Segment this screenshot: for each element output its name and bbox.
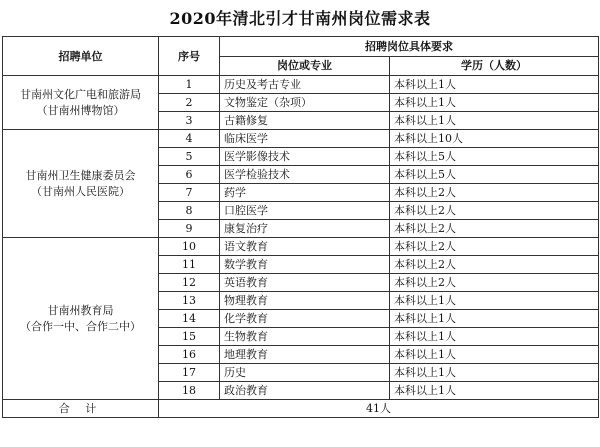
unit-cell [3, 238, 159, 400]
row-education: 本科以上2人 [390, 256, 599, 274]
unit-name: 甘南州文化广电和旅游局 [20, 87, 141, 101]
row-no: 4 [159, 130, 220, 148]
row-major: 地理教育 [220, 346, 390, 364]
row-major: 康复治疗 [220, 220, 390, 238]
table-row [3, 76, 599, 94]
page-title: 2020年清北引才甘南州岗位需求表 [169, 9, 431, 28]
unit-sub: （甘南州人民医院） [31, 184, 130, 198]
row-education: 本科以上10人 [390, 130, 599, 148]
table-row [3, 238, 599, 256]
row-major: 医学检验技术 [220, 166, 390, 184]
row-no: 6 [159, 166, 220, 184]
row-major: 临床医学 [220, 130, 390, 148]
unit-cell [3, 76, 159, 130]
row-no: 3 [159, 112, 220, 130]
row-major: 英语教育 [220, 274, 390, 292]
unit-sub: （甘南州博物馆） [36, 103, 125, 117]
row-education: 本科以上1人 [390, 328, 599, 346]
header-requirements: 招聘岗位具体要求 [220, 37, 599, 57]
unit-name: 甘南州卫生健康委员会 [25, 168, 136, 182]
row-education: 本科以上2人 [390, 184, 599, 202]
row-education: 本科以上1人 [390, 292, 599, 310]
header-major: 岗位或专业 [220, 56, 390, 76]
row-education: 本科以上1人 [390, 346, 599, 364]
row-no: 11 [159, 256, 220, 274]
row-education: 本科以上5人 [390, 148, 599, 166]
row-no: 16 [159, 346, 220, 364]
table-row [3, 130, 599, 148]
row-no: 12 [159, 274, 220, 292]
row-education: 本科以上2人 [390, 238, 599, 256]
row-education: 本科以上1人 [390, 76, 599, 94]
row-major: 物理教育 [220, 292, 390, 310]
row-major: 语文教育 [220, 238, 390, 256]
row-no: 14 [159, 310, 220, 328]
row-no: 8 [159, 202, 220, 220]
row-education: 本科以上1人 [390, 382, 599, 400]
header-education: 学历（人数） [390, 56, 599, 76]
row-major: 历史及考古专业 [220, 76, 390, 94]
row-no: 18 [159, 382, 220, 400]
row-no: 1 [159, 76, 220, 94]
row-no: 9 [159, 220, 220, 238]
header-no: 序号 [159, 37, 220, 76]
row-no: 7 [159, 184, 220, 202]
row-education: 本科以上5人 [390, 166, 599, 184]
header-unit: 招聘单位 [3, 37, 159, 76]
total-row [3, 400, 599, 418]
row-major: 生物教育 [220, 328, 390, 346]
row-major: 数学教育 [220, 256, 390, 274]
row-major: 文物鉴定（杂项） [220, 94, 390, 112]
row-major: 古籍修复 [220, 112, 390, 130]
unit-name: 甘南州教育局 [47, 303, 114, 317]
row-major: 历史 [220, 364, 390, 382]
row-major: 药学 [220, 184, 390, 202]
row-no: 13 [159, 292, 220, 310]
row-major: 医学影像技术 [220, 148, 390, 166]
row-no: 15 [159, 328, 220, 346]
row-no: 5 [159, 148, 220, 166]
row-education: 本科以上1人 [390, 310, 599, 328]
row-major: 口腔医学 [220, 202, 390, 220]
row-no: 17 [159, 364, 220, 382]
row-education: 本科以上1人 [390, 94, 599, 112]
unit-sub: （合作一中、合作二中） [20, 319, 141, 333]
row-education: 本科以上1人 [390, 364, 599, 382]
total-label: 合 计 [3, 400, 159, 418]
row-education: 本科以上2人 [390, 274, 599, 292]
requirements-table [2, 36, 599, 418]
row-education: 本科以上2人 [390, 202, 599, 220]
row-no: 2 [159, 94, 220, 112]
row-major: 化学教育 [220, 310, 390, 328]
total-value: 41人 [159, 400, 599, 418]
row-major: 政治教育 [220, 382, 390, 400]
unit-cell [3, 130, 159, 238]
row-no: 10 [159, 238, 220, 256]
row-education: 本科以上1人 [390, 112, 599, 130]
row-education: 本科以上2人 [390, 220, 599, 238]
